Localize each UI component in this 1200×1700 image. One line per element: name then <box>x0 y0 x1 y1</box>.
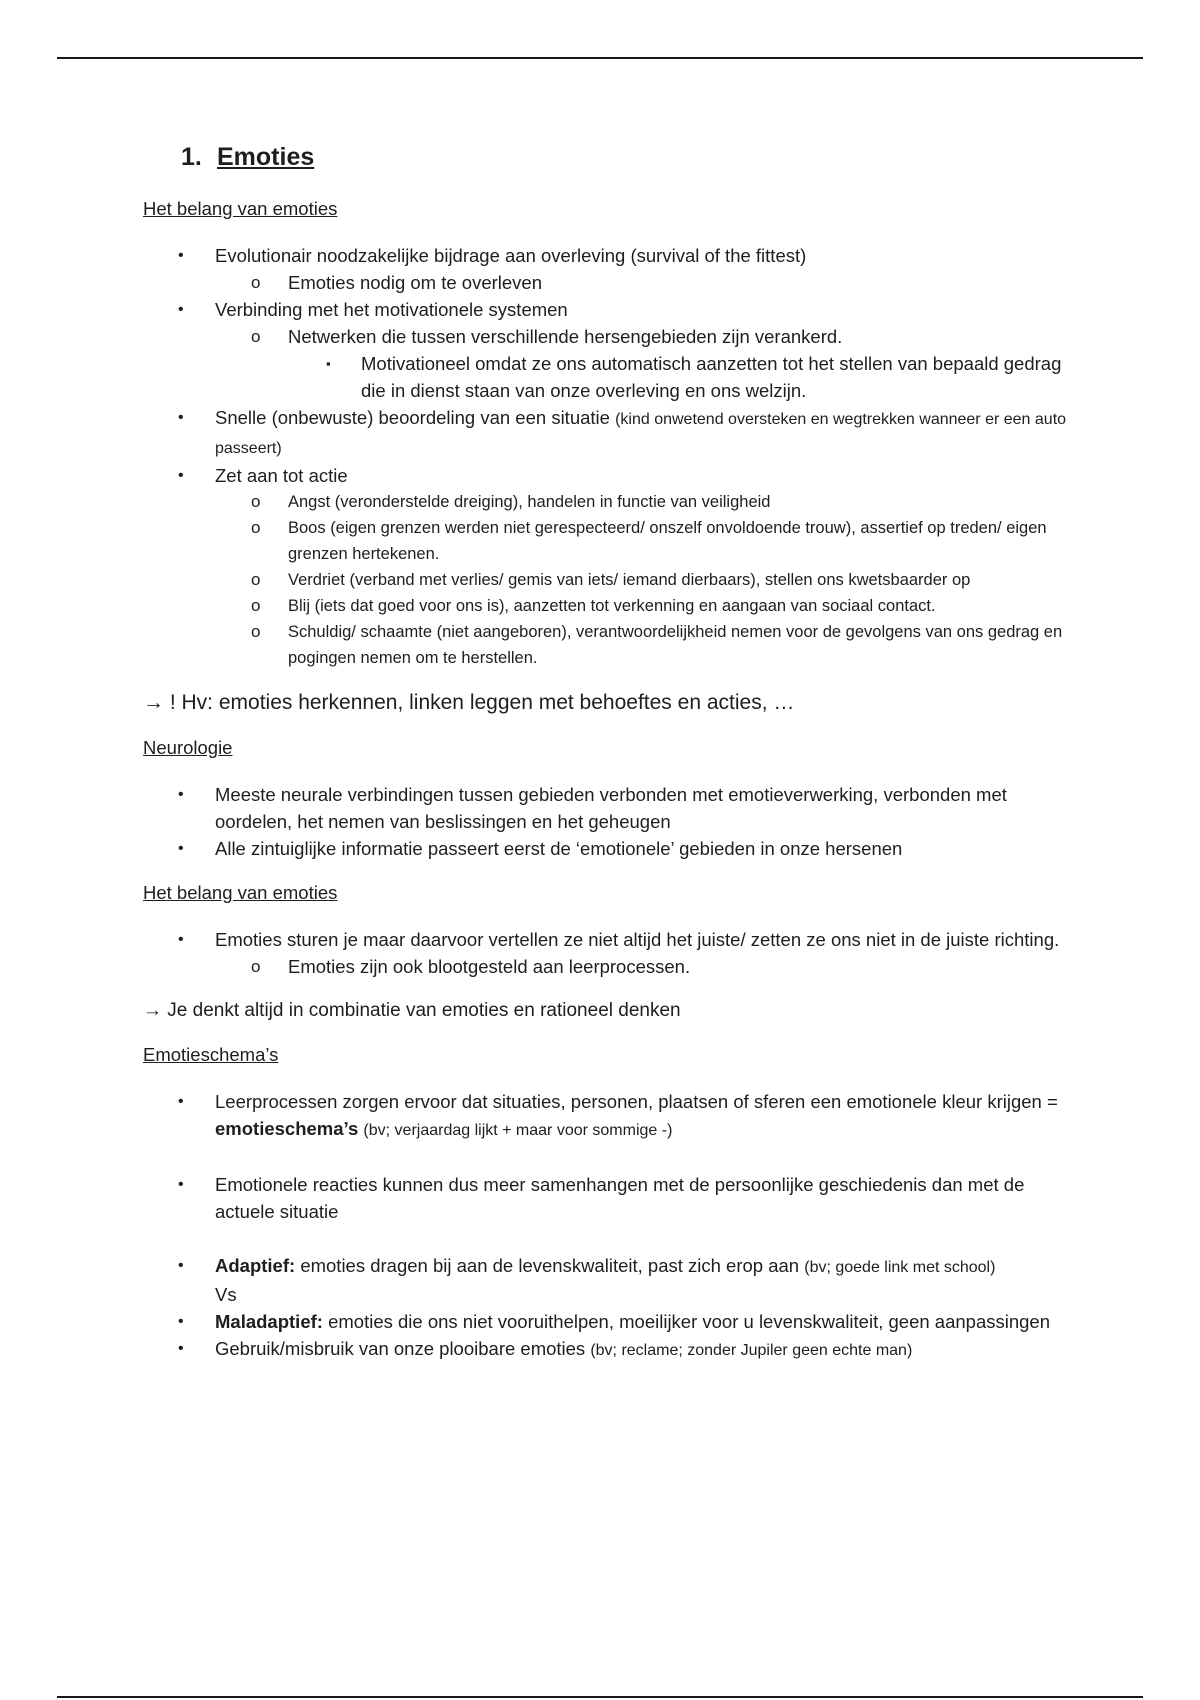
list-item: o Emoties zijn ook blootgesteld aan leerprocessen. <box>143 953 1083 980</box>
list-item: • Snelle (onbewuste) beoordeling van een situatie (kind onwetend oversteken en wegtrekken wanneer er een auto passeert) <box>143 404 1083 462</box>
list-item: • Leerprocessen zorgen ervoor dat situaties, personen, plaatsen of sferen een emotionele kleur krijgen = emotieschema’s (bv; verjaardag lijkt + maar voor sommige -) <box>143 1088 1083 1144</box>
bullet-marker: • <box>178 1176 184 1193</box>
list-item: • Verbinding met het motivationele systemen <box>143 296 1083 323</box>
bullet-marker: • <box>178 1340 184 1357</box>
list-item: • Emotionele reacties kunnen dus meer samenhangen met de persoonlijke geschiedenis dan met de actuele situatie <box>143 1171 1083 1225</box>
list-item: o Blij (iets dat goed voor ons is), aanzetten tot verkenning en aangaan van sociaal contact. <box>143 593 1083 619</box>
circle-marker: o <box>251 327 261 346</box>
chapter-number: 1. <box>181 143 202 171</box>
list-item: o Angst (veronderstelde dreiging), handelen in functie van veiligheid <box>143 489 1083 515</box>
section-title-belang-2: Het belang van emoties <box>143 882 338 903</box>
top-rule <box>57 57 1143 59</box>
list-item: • Maladaptief: emoties die ons niet vooruithelpen, moeilijker voor u levenskwaliteit, geen aanpassingen <box>143 1308 1083 1335</box>
section-list-belang <box>143 242 1083 671</box>
list-item: • Adaptief: emoties dragen bij aan de levenskwaliteit, past zich erop aan (bv; goede link met school) Vs <box>143 1252 1083 1308</box>
section-list-neurologie <box>143 781 1083 862</box>
circle-marker: o <box>251 492 261 511</box>
arrow-note-combinatie: → Je denkt altijd in combinatie van emoties en rationeel denken <box>143 1000 681 1021</box>
section-title-belang: Het belang van emoties <box>143 198 338 219</box>
section-title-emotieschemas: Emotieschema’s <box>143 1044 279 1065</box>
list-item: • Meeste neurale verbindingen tussen gebieden verbonden met emotieverwerking, verbonden met oordelen, het nemen van beslissingen en het geheugen <box>143 781 1083 835</box>
versus-text: Vs <box>215 1284 237 1305</box>
circle-marker: o <box>251 622 261 641</box>
list-item: ▪ Motivationeel omdat ze ons automatisch aanzetten tot het stellen van bepaald gedrag die in dienst staan van onze overleving en ons welzijn. <box>143 350 1083 404</box>
bullet-marker: • <box>178 1313 184 1330</box>
section-title-neurologie: Neurologie <box>143 737 233 758</box>
bullet-marker: • <box>178 1257 184 1274</box>
list-item: • Zet aan tot actie <box>143 462 1083 489</box>
list-item: • Alle zintuiglijke informatie passeert eerst de ‘emotionele’ gebieden in onze hersenen <box>143 835 1083 862</box>
section-list-emotieschemas <box>143 1088 1083 1364</box>
circle-marker: o <box>251 273 261 292</box>
list-item: • Evolutionair noodzakelijke bijdrage aan overleving (survival of the fittest) <box>143 242 1083 269</box>
arrow-note-herkennen: → ! Hv: emoties herkennen, linken leggen met behoeftes en acties, … <box>143 691 795 714</box>
list-item: o Boos (eigen grenzen werden niet gerespecteerd/ onszelf onvoldoende trouw), assertief op treden/ eigen grenzen hertekenen. <box>143 515 1083 567</box>
bullet-marker: • <box>178 467 184 484</box>
bullet-marker: • <box>178 247 184 264</box>
list-item: o Emoties nodig om te overleven <box>143 269 1083 296</box>
list-item: • Emoties sturen je maar daarvoor vertellen ze niet altijd het juiste/ zetten ze ons niet in de juiste richting. <box>143 926 1083 953</box>
list-item: o Verdriet (verband met verlies/ gemis van iets/ iemand dierbaars), stellen ons kwetsbaarder op <box>143 567 1083 593</box>
list-item: • Gebruik/misbruik van onze plooibare emoties (bv; reclame; zonder Jupiler geen echte man) <box>143 1335 1083 1364</box>
bullet-marker: • <box>178 301 184 318</box>
bullet-marker: • <box>178 786 184 803</box>
section-list-belang-2 <box>143 926 1083 980</box>
bottom-rule <box>57 1696 1143 1698</box>
document-body <box>143 143 1083 1384</box>
bullet-marker: • <box>178 840 184 857</box>
circle-marker: o <box>251 596 261 615</box>
list-item: o Netwerken die tussen verschillende hersengebieden zijn verankerd. <box>143 323 1083 350</box>
circle-marker: o <box>251 957 261 976</box>
bullet-marker: • <box>178 409 184 426</box>
circle-marker: o <box>251 518 261 537</box>
circle-marker: o <box>251 570 261 589</box>
bullet-marker: • <box>178 931 184 948</box>
list-item: o Schuldig/ schaamte (niet aangeboren), verantwoordelijkheid nemen voor de gevolgens van ons gedrag en pogingen nemen om te herstellen. <box>143 619 1083 671</box>
chapter-title-text: Emoties <box>217 143 315 171</box>
chapter-title <box>181 143 1083 172</box>
square-marker: ▪ <box>326 356 331 371</box>
bullet-marker: • <box>178 1093 184 1110</box>
